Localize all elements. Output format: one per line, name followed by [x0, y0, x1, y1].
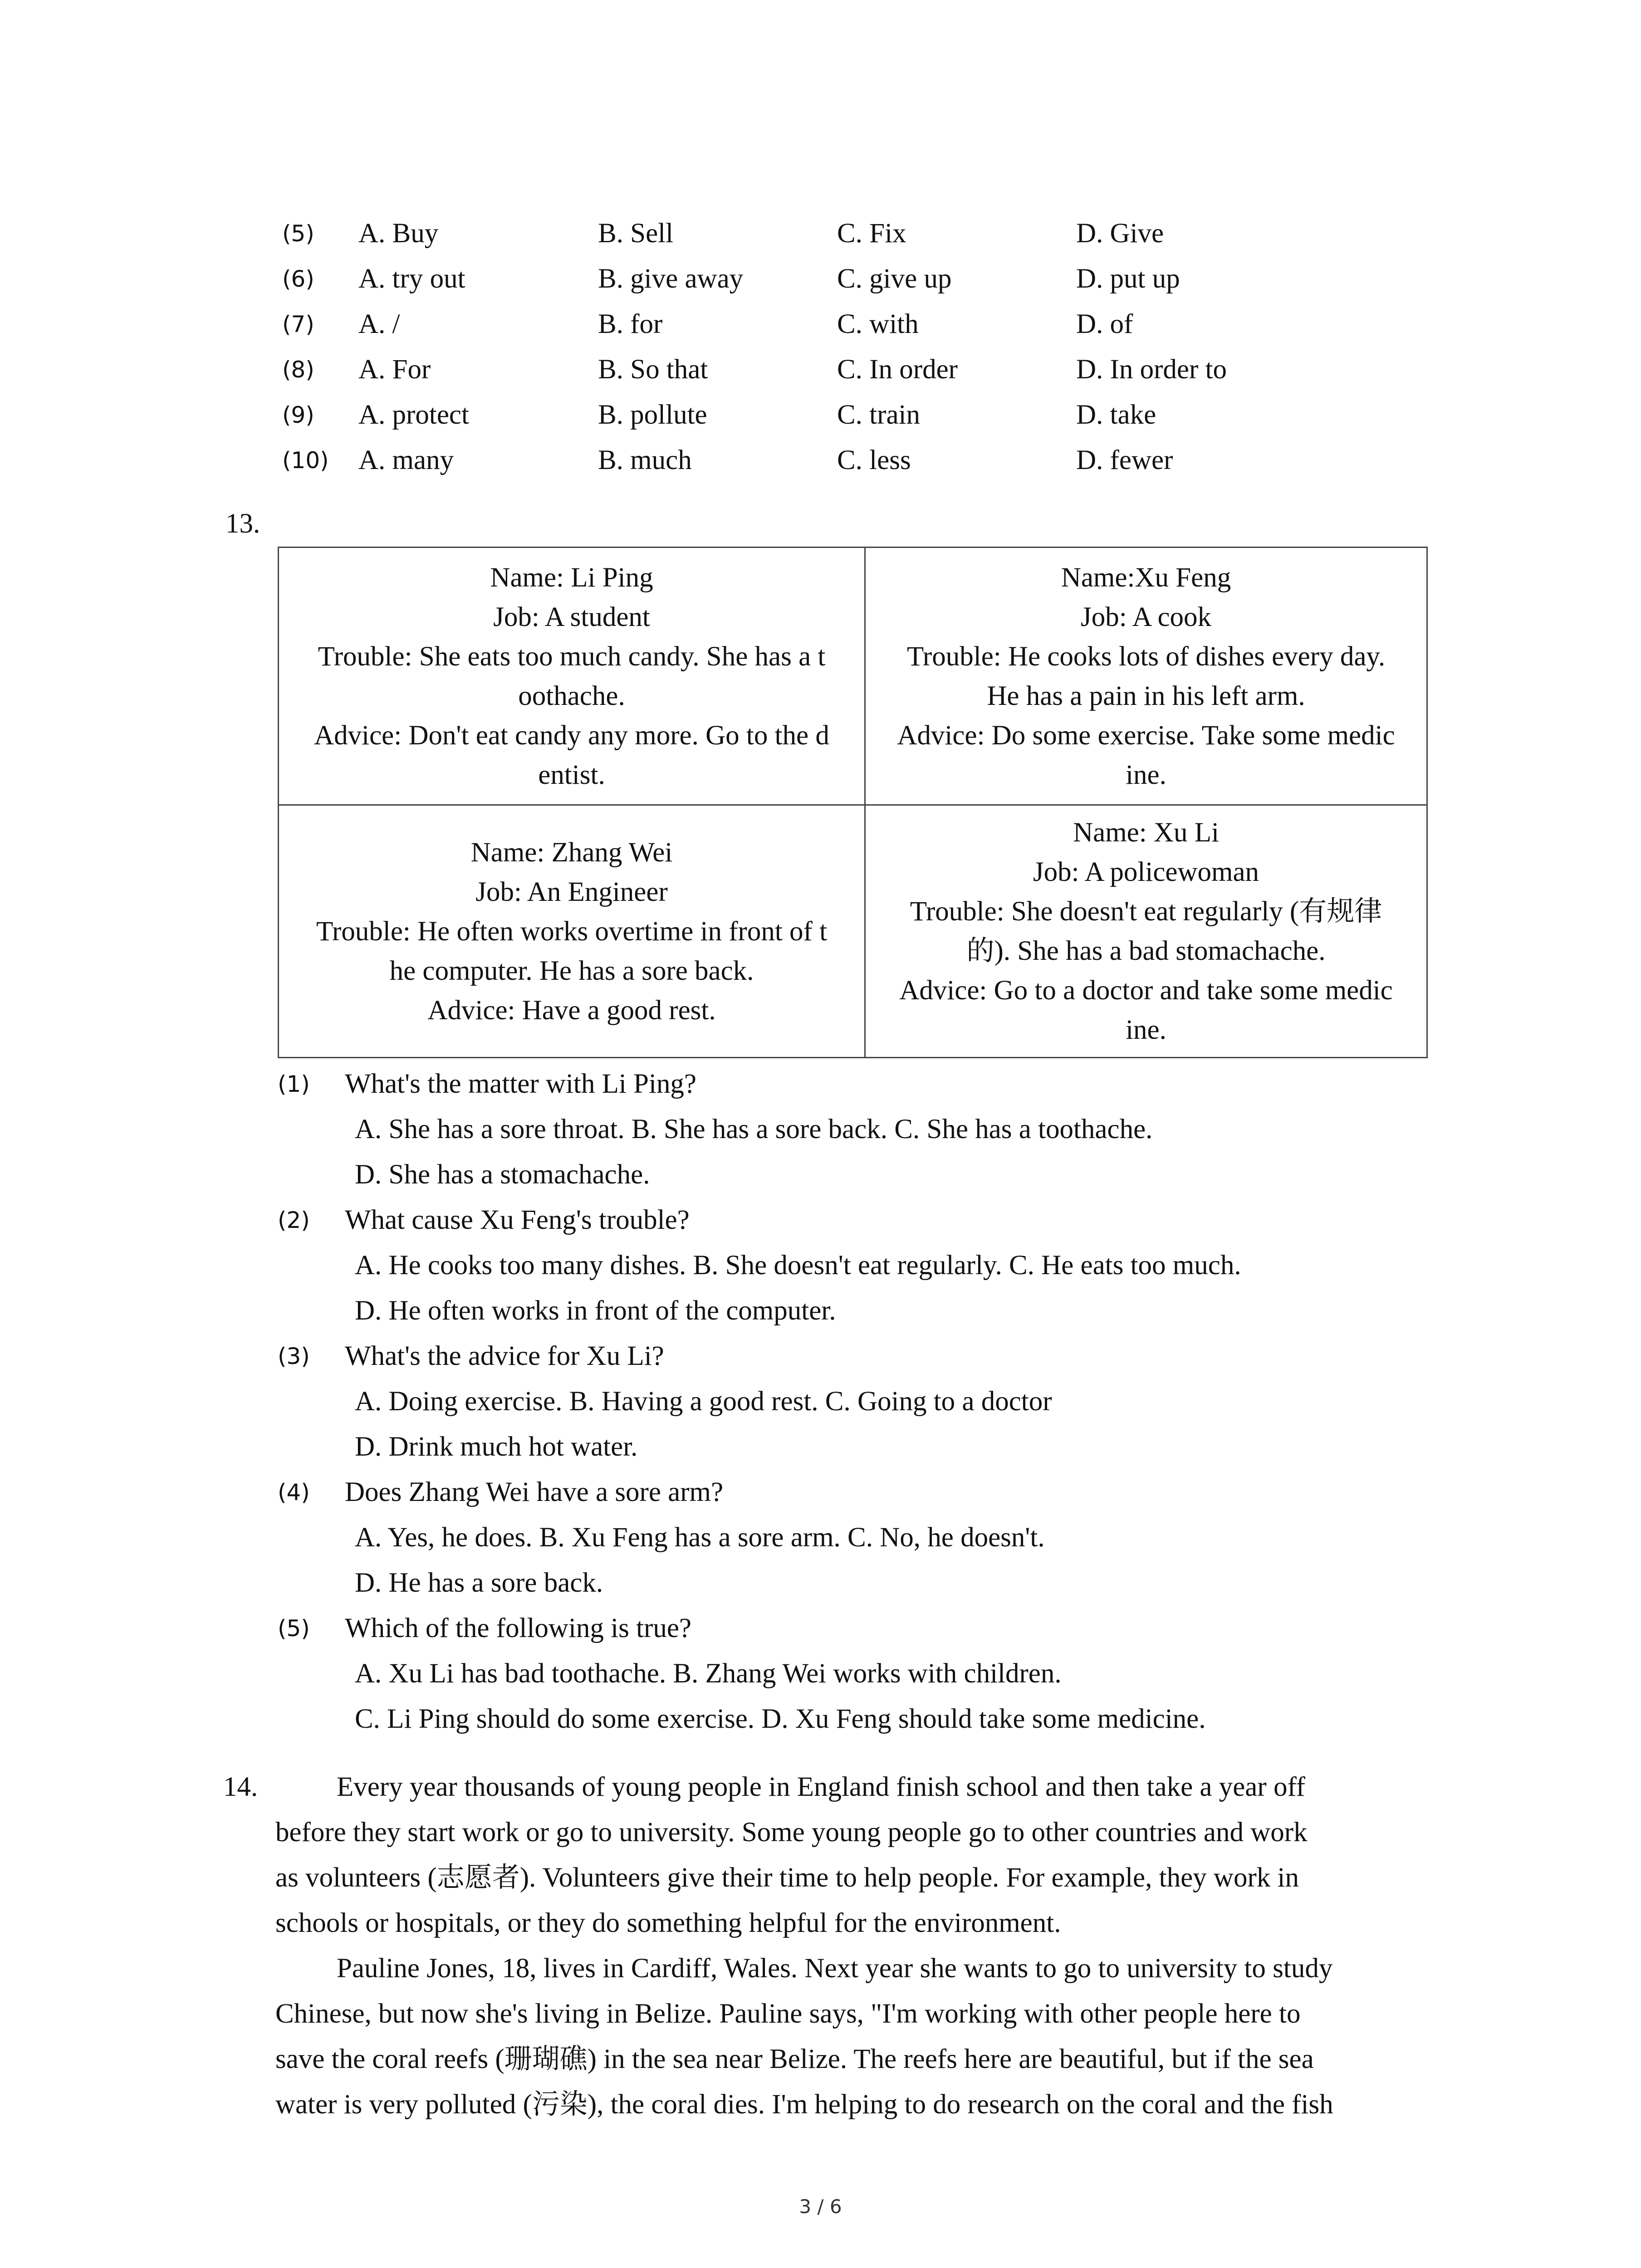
cell-line: ine. — [1126, 759, 1166, 790]
cell-line: He has a pain in his left arm. — [987, 680, 1305, 711]
option-a: A. try out — [358, 264, 465, 294]
option-row — [0, 211, 1641, 256]
cell-line: Job: A cook — [1080, 601, 1212, 632]
cell-line: Advice: Don't eat candy any more. Go to the d — [314, 720, 829, 751]
answer-line: A. Yes, he does. B. Xu Feng has a sore arm. C. No, he doesn't. — [355, 1522, 1045, 1553]
cell-line: entist. — [538, 759, 605, 790]
cell-line: he computer. He has a sore back. — [389, 955, 754, 986]
option-a: A. / — [358, 309, 400, 339]
question-number-14: 14. — [223, 1772, 258, 1802]
cell-line: Name: Li Ping — [490, 562, 653, 593]
option-number: (5) — [282, 220, 314, 247]
option-a: A. many — [358, 445, 454, 475]
option-d: D. Give — [1076, 218, 1164, 249]
option-row — [0, 347, 1641, 392]
option-row — [0, 256, 1641, 302]
table-cell-xu-feng — [866, 548, 1426, 804]
passage-line: Pauline Jones, 18, lives in Cardiff, Wales. Next year she wants to go to university to study — [337, 1953, 1333, 1984]
trouble-table — [278, 547, 1428, 1058]
option-number: (10) — [282, 447, 329, 474]
question-number-13: 13. — [225, 508, 260, 539]
option-a: A. protect — [358, 400, 469, 430]
passage-line: as volunteers (志愿者). Volunteers give their time to help people. For example, they work in — [275, 1862, 1299, 1893]
option-d: D. take — [1076, 400, 1156, 430]
cell-line: Trouble: He cooks lots of dishes every day. — [906, 641, 1386, 672]
option-b: B. give away — [598, 264, 744, 294]
answer-line: C. Li Ping should do some exercise. D. Xu Feng should take some medicine. — [355, 1704, 1206, 1734]
table-cell-xu-li — [866, 806, 1426, 1057]
answer-line: D. She has a stomachache. — [355, 1159, 650, 1190]
sub-question-number: (4) — [278, 1479, 310, 1505]
answer-line: A. He cooks too many dishes. B. She doesn't eat regularly. C. He eats too much. — [355, 1250, 1241, 1281]
answer-line: D. He has a sore back. — [355, 1568, 603, 1598]
cell-line: Advice: Have a good rest. — [427, 995, 716, 1026]
option-c: C. Fix — [837, 218, 906, 249]
table-cell-zhang-wei — [279, 806, 864, 1057]
cell-line: Job: An Engineer — [475, 876, 668, 907]
option-number: (7) — [282, 311, 314, 337]
page-number: 3 / 6 — [799, 2195, 842, 2218]
option-row — [0, 302, 1641, 347]
sub-question-number: (5) — [278, 1615, 310, 1642]
option-number: (9) — [282, 402, 314, 428]
option-a: A. For — [358, 354, 431, 385]
answer-line: A. Xu Li has bad toothache. B. Zhang Wei works with children. — [355, 1658, 1062, 1689]
answer-line: D. Drink much hot water. — [355, 1432, 638, 1462]
cell-line: Name:Xu Feng — [1061, 562, 1231, 593]
option-d: D. In order to — [1076, 354, 1227, 385]
passage-line: schools or hospitals, or they do something helpful for the environment. — [275, 1908, 1061, 1938]
option-b: B. much — [598, 445, 692, 475]
sub-question-stem: What's the matter with Li Ping? — [345, 1069, 697, 1099]
answer-line: D. He often works in front of the computer. — [355, 1295, 836, 1326]
passage-line: water is very polluted (污染), the coral dies. I'm helping to do research on the coral and the fish — [275, 2089, 1333, 2120]
option-c: C. train — [837, 400, 920, 430]
cell-line: Job: A policewoman — [1033, 857, 1259, 887]
option-b: B. pollute — [598, 400, 707, 430]
passage-line: before they start work or go to university. Some young people go to other countries and work — [275, 1817, 1308, 1848]
passage-line: save the coral reefs (珊瑚礁) in the sea near Belize. The reefs here are beautiful, but if the sea — [275, 2044, 1314, 2074]
cell-line: oothache. — [518, 680, 625, 711]
cell-line: 的). She has a bad stomachache. — [966, 936, 1326, 966]
option-b: B. So that — [598, 354, 708, 385]
option-c: C. with — [837, 309, 919, 339]
option-number: (6) — [282, 266, 314, 292]
passage-line: Chinese, but now she's living in Belize. Pauline says, "I'm working with other people here to — [275, 1999, 1301, 2029]
passage-line: Every year thousands of young people in England finish school and then take a year off — [337, 1772, 1305, 1802]
cell-line: Trouble: He often works overtime in front of t — [316, 916, 828, 947]
sub-question-number: (3) — [278, 1343, 310, 1369]
sub-question-stem: What's the advice for Xu Li? — [345, 1341, 664, 1371]
cell-line: Trouble: She doesn't eat regularly (有规律 — [910, 896, 1382, 927]
option-row — [0, 392, 1641, 438]
sub-question-stem: Which of the following is true? — [345, 1613, 691, 1643]
option-b: B. for — [598, 309, 663, 339]
cell-line: Advice: Go to a doctor and take some medic — [899, 975, 1393, 1006]
sub-question-number: (2) — [278, 1207, 310, 1233]
option-row — [0, 438, 1641, 483]
cell-line: Name: Zhang Wei — [470, 837, 673, 868]
option-number: (8) — [282, 357, 314, 383]
cell-line: Trouble: She eats too much candy. She has a t — [318, 641, 826, 672]
sub-question-stem: Does Zhang Wei have a sore arm? — [345, 1477, 724, 1507]
option-b: B. Sell — [598, 218, 674, 249]
option-a: A. Buy — [358, 218, 439, 249]
option-c: C. less — [837, 445, 911, 475]
sub-question-stem: What cause Xu Feng's trouble? — [345, 1205, 690, 1235]
answer-line: A. She has a sore throat. B. She has a sore back. C. She has a toothache. — [355, 1114, 1153, 1144]
option-d: D. put up — [1076, 264, 1180, 294]
option-c: C. give up — [837, 264, 952, 294]
table-cell-li-ping — [279, 548, 864, 804]
answer-line: A. Doing exercise. B. Having a good rest. C. Going to a doctor — [355, 1386, 1052, 1417]
cell-line: ine. — [1126, 1015, 1166, 1045]
cell-line: Job: A student — [493, 601, 650, 632]
option-d: D. fewer — [1076, 445, 1173, 475]
sub-question-number: (1) — [278, 1071, 310, 1097]
cell-line: Name: Xu Li — [1073, 817, 1219, 848]
option-c: C. In order — [837, 354, 958, 385]
cell-line: Advice: Do some exercise. Take some medic — [897, 720, 1395, 751]
option-d: D. of — [1076, 309, 1133, 339]
